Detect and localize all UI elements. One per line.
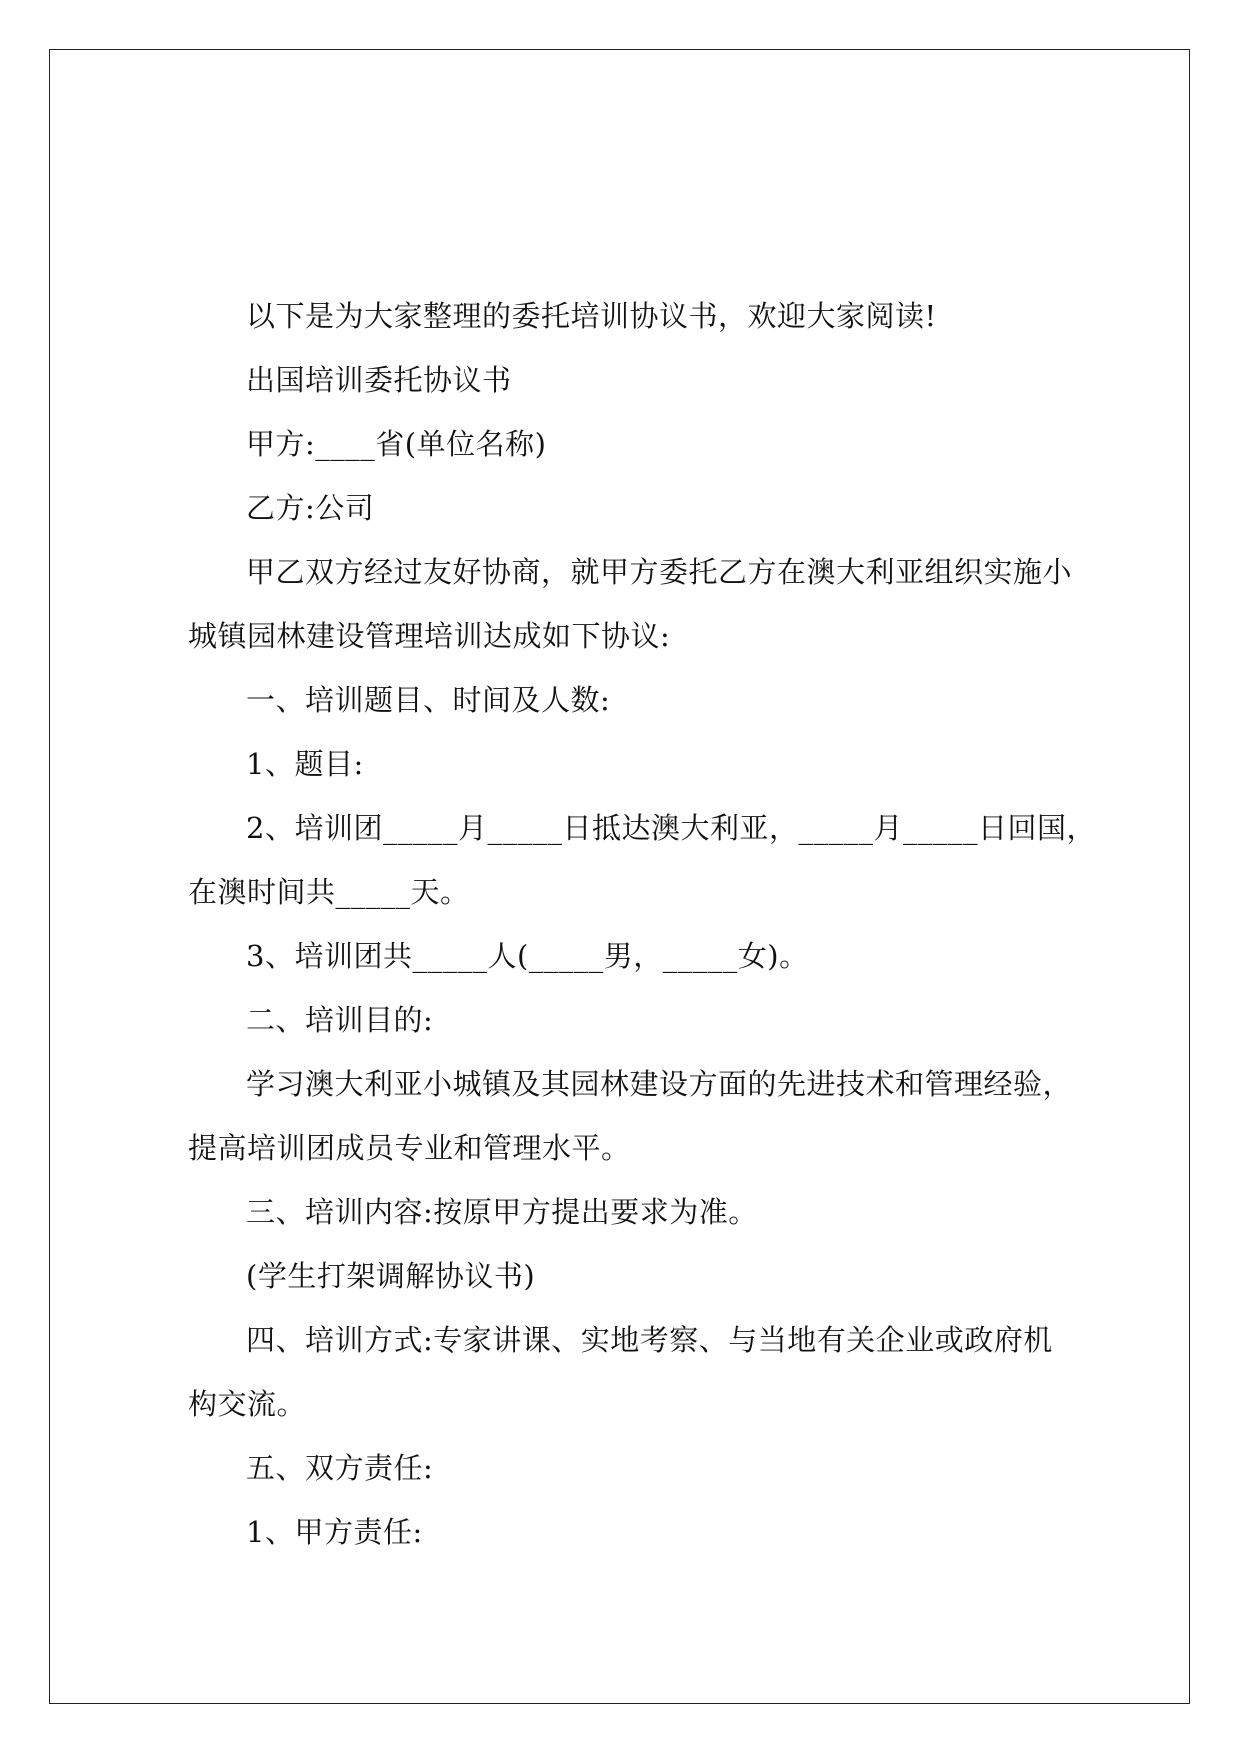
- item-headcount: 3、培训团共_____人(_____男，_____女)。: [246, 939, 809, 973]
- preamble-line-2: 城镇园林建设管理培训达成如下协议:: [188, 619, 671, 653]
- section-3-line: 三、培训内容:按原甲方提出要求为准。: [246, 1195, 758, 1229]
- document-title: 出国培训委托协议书: [246, 363, 512, 397]
- party-a-line: 甲方:____省(单位名称): [246, 427, 547, 461]
- section-4-line-2: 构交流。: [188, 1387, 307, 1421]
- related-doc-note: (学生打架调解协议书): [246, 1259, 536, 1293]
- purpose-line-1: 学习澳大利亚小城镇及其园林建设方面的先进技术和管理经验，: [246, 1067, 1073, 1101]
- document-body: [188, 284, 1096, 1564]
- section-5-heading: 五、双方责任:: [246, 1451, 434, 1485]
- item-schedule-line-2: 在澳时间共_____天。: [188, 875, 470, 909]
- section-1-heading: 一、培训题目、时间及人数:: [246, 683, 611, 717]
- party-b-line: 乙方:公司: [246, 491, 375, 525]
- item-schedule-line-1: 2、培训团_____月_____日抵达澳大利亚，_____月_____日回国，: [246, 811, 1096, 845]
- item-topic: 1、题目:: [246, 747, 364, 781]
- section-2-heading: 二、培训目的:: [246, 1003, 434, 1037]
- intro-line: 以下是为大家整理的委托培训协议书，欢迎大家阅读!: [246, 299, 937, 333]
- purpose-line-2: 提高培训团成员专业和管理水平。: [188, 1131, 631, 1165]
- party-a-duties-heading: 1、甲方责任:: [246, 1515, 423, 1549]
- section-4-line-1: 四、培训方式:专家讲课、实地考察、与当地有关企业或政府机: [246, 1323, 1053, 1357]
- preamble-line-1: 甲乙双方经过友好协商，就甲方委托乙方在澳大利亚组织实施小: [246, 555, 1073, 589]
